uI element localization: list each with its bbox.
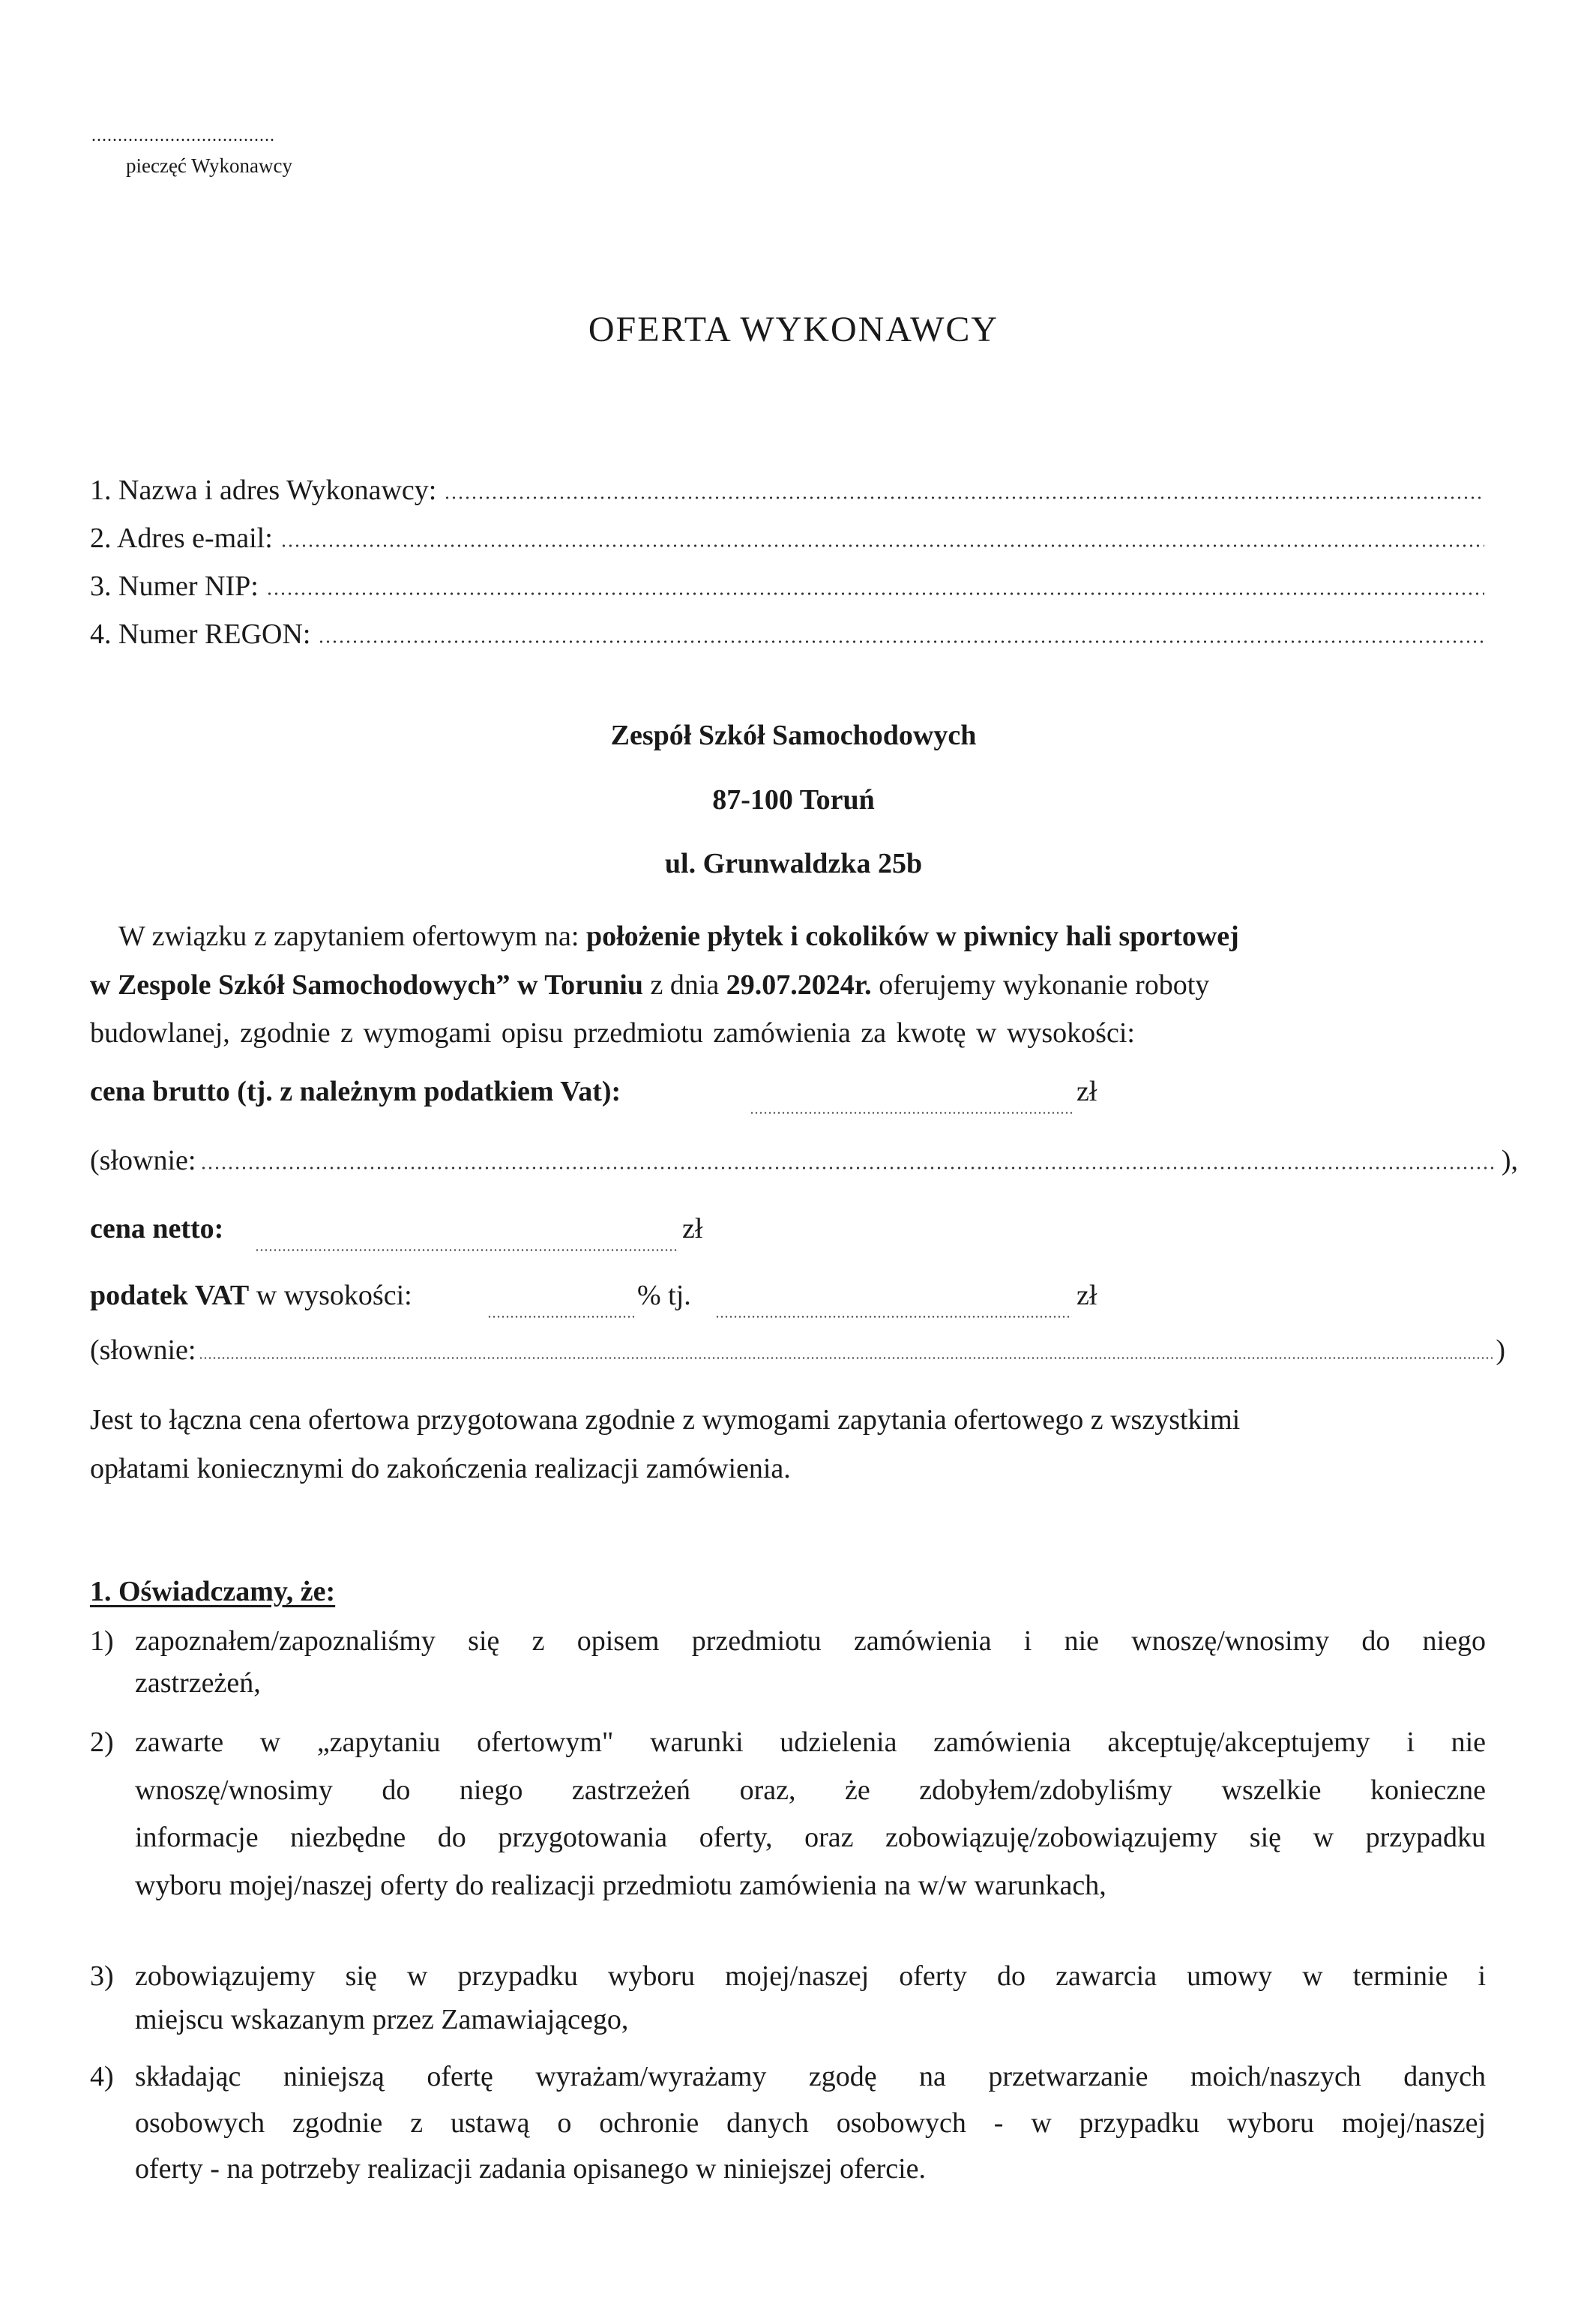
item-number: 1): [90, 1625, 114, 1657]
intro-text: W związku z zapytaniem ofertowym na:: [118, 921, 586, 952]
fill-line: [199, 1357, 1493, 1359]
fill-line: [444, 496, 1484, 499]
vat-percent-label: % tj.: [637, 1280, 691, 1311]
gross-price-label: cena brutto (tj. z należnym podatkiem Vat):: [90, 1076, 621, 1107]
stamp-label: pieczęć Wykonawcy: [126, 154, 293, 177]
gross-price-row: [90, 1076, 621, 1109]
fill-line: [318, 640, 1484, 643]
vat-percent-fill: [487, 1316, 634, 1318]
vat-label-rest: w wysokości:: [249, 1280, 412, 1311]
gross-price-currency: zł: [1076, 1076, 1097, 1107]
intro-text: z dnia: [643, 969, 726, 1001]
intro-date: 29.07.2024r.: [726, 969, 872, 1001]
field-email: [90, 523, 1484, 556]
item-line: składając niniejszą ofertę wyrażam/wyrażamy zgodę na przetwarzanie moich/naszych danych: [135, 2061, 1486, 2092]
item-line: zawarte w „zapytaniu ofertowym" warunki udzielenia zamówienia akceptuję/akceptujemy i nie: [135, 1727, 1486, 1758]
words-close-label: ),: [1501, 1145, 1518, 1176]
item-line: wyboru mojej/naszej oferty do realizacji przedmiotu zamówienia na w/w warunkach,: [135, 1870, 1106, 1902]
recipient-city: 87-100 Toruń: [712, 784, 875, 816]
gross-price-fill: [750, 1112, 1072, 1114]
item-line: zastrzeżeń,: [135, 1667, 261, 1699]
summary-line-2: opłatami koniecznymi do zakończenia realizacji zamówienia.: [90, 1453, 791, 1484]
field-label: 3. Numer NIP:: [90, 571, 259, 602]
field-label: 2. Adres e-mail:: [90, 523, 273, 554]
intro-line-2: [90, 969, 1209, 1002]
vat-row: [90, 1280, 412, 1313]
field-label: 4. Numer REGON:: [90, 618, 311, 650]
recipient-street: ul. Grunwaldzka 25b: [664, 848, 923, 879]
words-open-label: (słownie:: [90, 1145, 196, 1176]
vat-currency: zł: [1076, 1280, 1097, 1311]
document-title: OFERTA WYKONAWCY: [588, 310, 999, 349]
summary-line-1: Jest to łączna cena ofertowa przygotowana zgodnie z wymogami zapytania ofertowego z wszystkimi: [90, 1404, 1241, 1436]
item-line: osobowych zgodnie z ustawą o ochronie danych osobowych - w przypadku wyboru mojej/naszej: [135, 2107, 1486, 2139]
intro-subject: położenie płytek i cokolików w piwnicy hali sportowej: [585, 921, 1239, 952]
words-close-label: ): [1496, 1334, 1505, 1366]
declarations-heading: 1. Oświadczamy, że:: [90, 1576, 336, 1607]
declaration-item-4: [90, 2061, 1486, 2186]
declaration-item-3: [90, 1960, 1486, 2036]
item-number: 3): [90, 1960, 114, 1992]
vat-amount-fill: [715, 1316, 1072, 1318]
gross-words-row: [90, 1145, 1518, 1178]
field-nip: [90, 571, 1484, 603]
net-price-fill: [255, 1249, 679, 1251]
item-line: informacje niezbędne do przygotowania oferty, oraz zobowiązuję/zobowiązujemy się w przypadku: [135, 1822, 1486, 1854]
intro-line-3: budowlanej, zgodnie z wymogami opisu przedmiotu zamówienia za kwotę w wysokości:: [90, 1017, 1135, 1049]
vat-words-row: [90, 1334, 1505, 1367]
field-regon: [90, 618, 1484, 651]
fill-line: [266, 592, 1484, 595]
net-price-label: cena netto:: [90, 1213, 224, 1244]
stamp-dots: ...................................: [91, 126, 275, 145]
item-number: 4): [90, 2061, 114, 2092]
fill-line: [280, 544, 1484, 547]
item-line: zobowiązujemy się w przypadku wyboru mojej/naszej oferty do zawarcia umowy w terminie i: [135, 1960, 1486, 1992]
intro-text: oferujemy wykonanie roboty: [871, 969, 1210, 1001]
item-line: oferty - na potrzeby realizacji zadania opisanego w niniejszej ofercie.: [135, 2153, 927, 2185]
field-label: 1. Nazwa i adres Wykonawcy:: [90, 475, 437, 506]
intro-school: w Zespole Szkół Samochodowych” w Toruniu: [90, 969, 643, 1001]
item-line: wnoszę/wnosimy do niego zastrzeżeń oraz, że zdobyłem/zdobyliśmy wszelkie konieczne: [135, 1774, 1486, 1806]
net-price-row: [90, 1213, 223, 1246]
vat-label: podatek VAT: [90, 1280, 250, 1311]
field-name-address: [90, 475, 1484, 508]
item-number: 2): [90, 1727, 114, 1758]
fill-line: [200, 1166, 1496, 1169]
item-line: miejscu wskazanym przez Zamawiającego,: [135, 2003, 629, 2035]
intro-line-1: [118, 921, 1239, 954]
recipient-name: Zespół Szkół Samochodowych: [610, 720, 977, 751]
declaration-item-2: [90, 1727, 1486, 1903]
words-open-label: (słownie:: [90, 1334, 196, 1366]
declaration-item-1: [90, 1625, 1486, 1700]
item-line: zapoznałem/zapoznaliśmy się z opisem przedmiotu zamówienia i nie wnoszę/wnosimy do niego: [135, 1625, 1486, 1657]
net-price-currency: zł: [682, 1213, 703, 1244]
